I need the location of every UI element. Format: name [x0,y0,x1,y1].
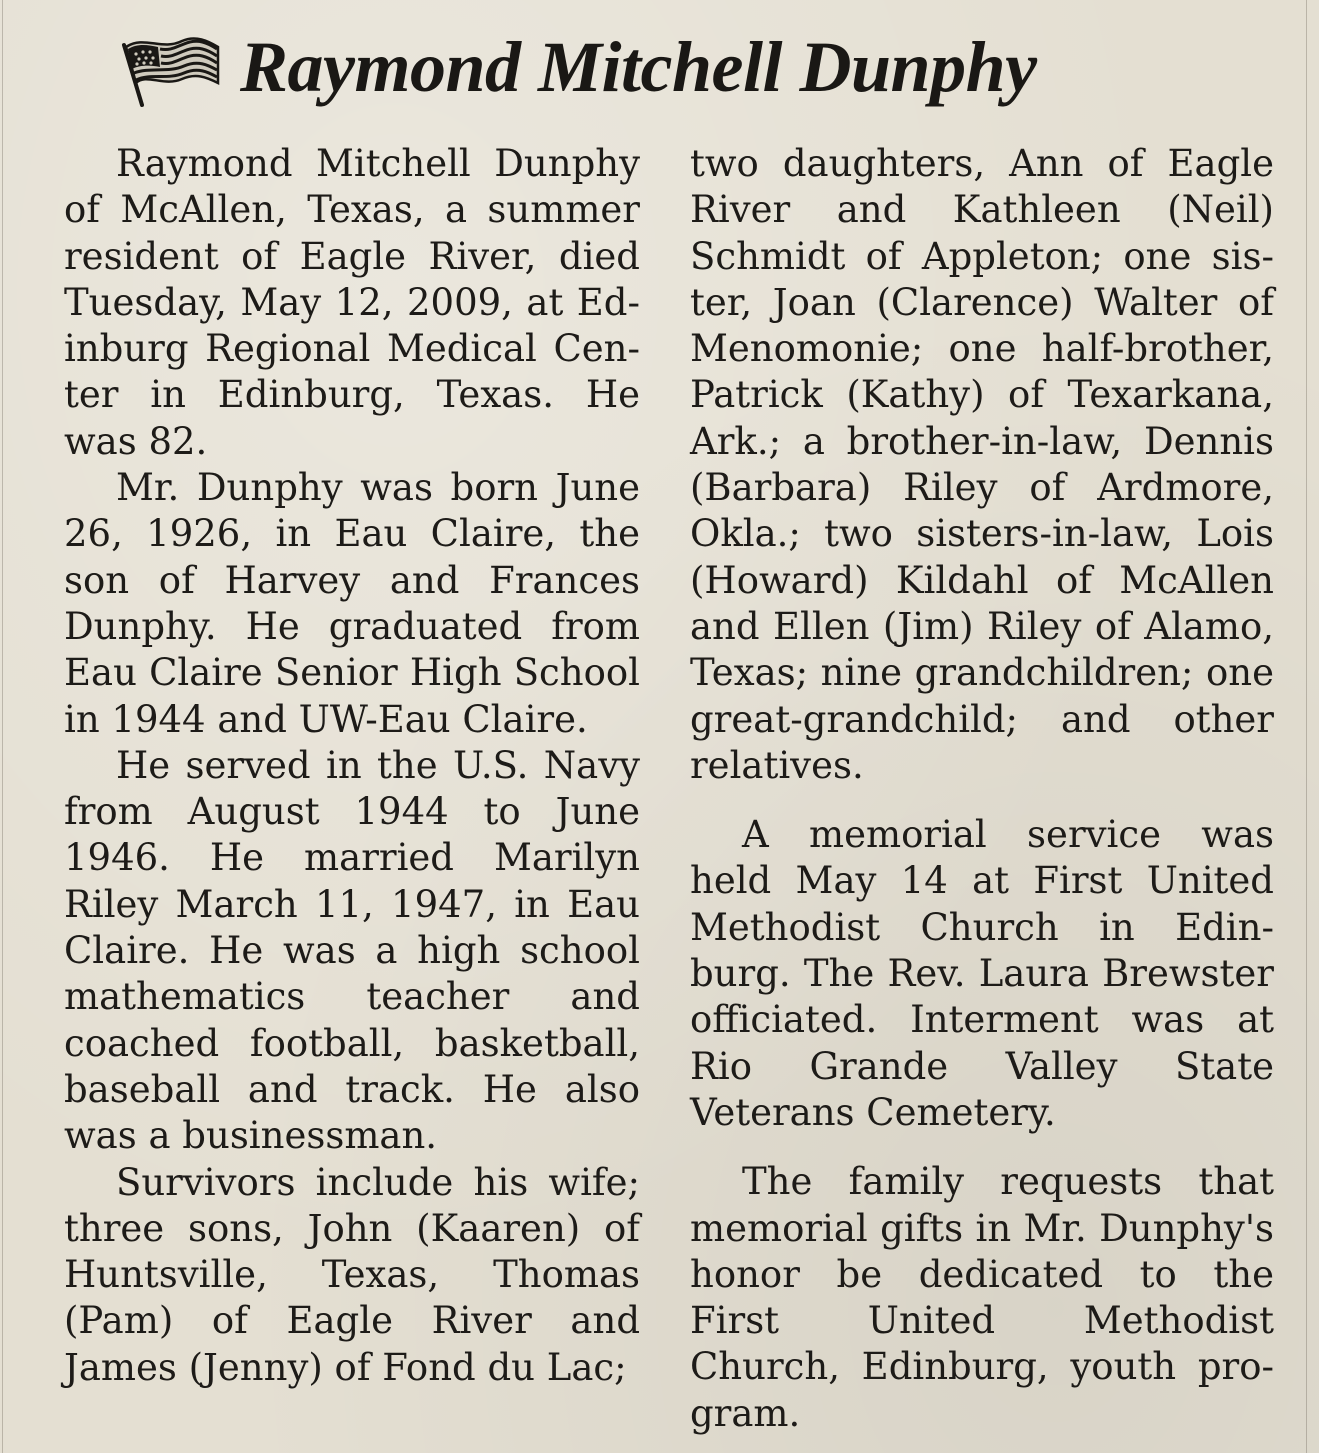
american-flag-icon [110,27,222,107]
left-text-column [64,141,640,1391]
obituary-paragraph-career: He served in the U.S. Navy from August 1944 to June 1946. He married Marilyn Riley March 11, 1947, in Eau Claire. He was a high school mathematics teacher and coached football, basketball, baseball and track. He also was a businessman. [64,743,640,1158]
obituary-paragraph-memorial-gifts: The family requests that memorial gifts in Mr. Dunphy's honor be dedicated to the First United Methodist Church, Edinburg, youth program. [690,1160,1274,1435]
obituary-paragraph-survivors: Survivors include his wife; three sons, John (Kaaren) of Huntsville, Texas, Thomas (Pam) of Eagle River and James (Jenny) of Fond du Lac; [64,1160,640,1389]
right-text-column [690,141,1274,1437]
obituary-paragraph-memorial-service: A memorial service was held May 14 at First United Methodist Church in Edinburg. The Rev. Laura Brewster officiated. Interment was at Rio Grande Valley State Veterans Cemetery. [690,813,1274,1134]
obituary-title: Raymond Mitchell Dunphy [240,26,1037,107]
obituary-headline [110,22,1037,112]
obituary-paragraph-death: Raymond Mitchell Dunphy of McAllen, Texas, a summer resident of Eagle River, died Tuesday, May 12, 2009, at Edinburg Regional Medical Center in Edinburg, Texas. He was 82. [64,142,640,463]
left-edge-line [2,0,3,1453]
obituary-paragraph-survivors-continued: two daughters, Ann of Eagle River and Kathleen (Neil) Schmidt of Appleton; one sister, Joan (Clarence) Walter of Menomonie; one half-brother, Patrick (Kathy) of Texarkana, Ark.; a brother-in-law, Dennis (Barbara) Riley of Ardmore, Okla.; two sisters-in-law, Lois (Howard) Kildahl of McAllen and Ellen (Jim) Riley of Alamo, Texas; nine grandchildren; one great-grandchild; and other relatives. [690,142,1274,787]
right-edge-line [1306,0,1307,1453]
obituary-paragraph-birth: Mr. Dunphy was born June 26, 1926, in Eau Claire, the son of Harvey and Frances Dunphy. He graduated from Eau Claire Senior High School in 1944 and UW-Eau Claire. [64,466,640,741]
